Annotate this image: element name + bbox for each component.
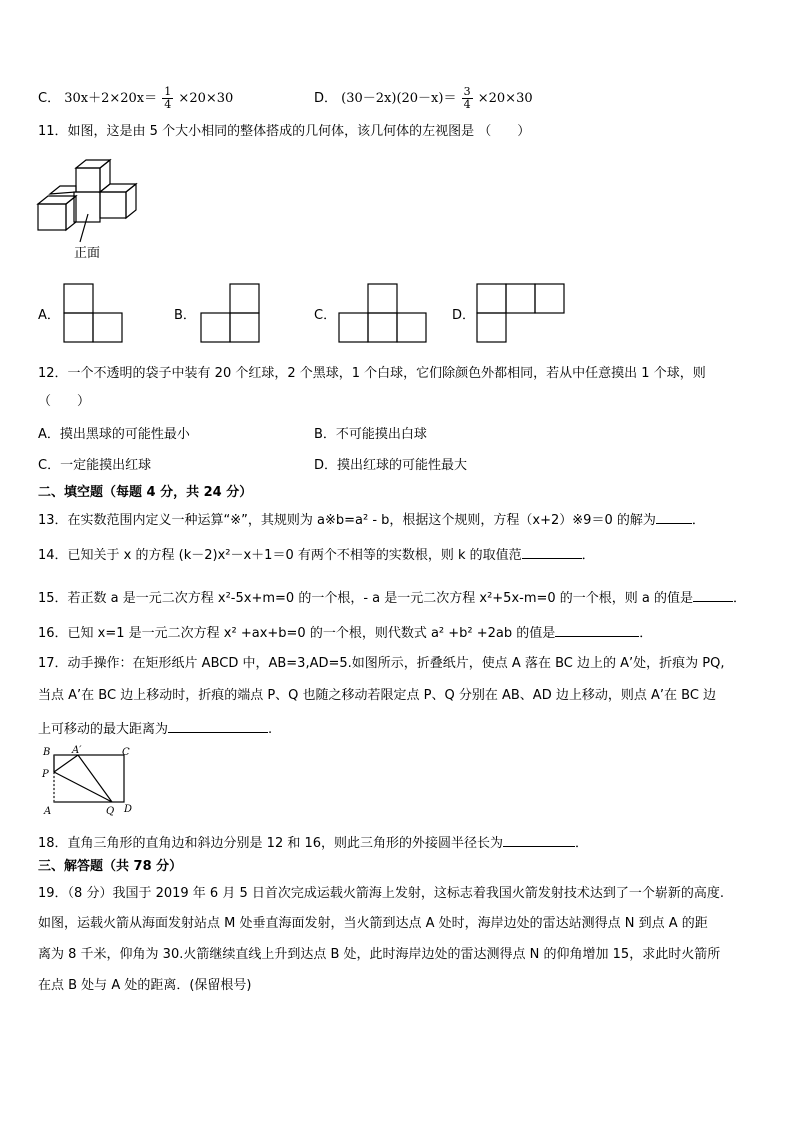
q16-blank bbox=[555, 622, 639, 637]
q15 bbox=[38, 587, 746, 609]
q11-front-label: 正面 bbox=[74, 246, 101, 261]
q10-option-c-fraction: $\frac{1}{4}$ bbox=[164, 85, 172, 111]
q12-option-d: D．摸出红球的可能性最大 bbox=[314, 458, 468, 473]
q17-line3: 上可移动的最大距离为 bbox=[38, 722, 169, 737]
q19-line3: 离为 8 千米，仰角为 30.火箭继续直线上升到达点 B 处，此时海岸边处的雷达测得点 N 的仰角增加 15，求此时火箭所 bbox=[38, 947, 721, 962]
q17-label-p: P bbox=[42, 769, 49, 780]
q17-line2: 当点 A’在 BC 边上移动时，折痕的端点 P、Q 也随之移动若限定点 P、Q 分别在 AB、AD 边上移动，则点 A’在 BC 边 bbox=[38, 688, 717, 703]
q10-option-d-label: D． bbox=[314, 91, 338, 106]
q16 bbox=[38, 622, 652, 644]
q12-option-c: C．一定能摸出红球 bbox=[38, 458, 152, 473]
q19-line1: 19．（8 分）我国于 2019 年 6 月 5 日首次完成运载火箭海上发射，这标志着我国火箭发射技术达到了一个崭新的高度. bbox=[38, 886, 724, 901]
q11-cube-figure bbox=[36, 158, 146, 248]
q10-option-c-label: C． bbox=[38, 91, 61, 106]
q17-label-q: Q bbox=[106, 806, 115, 817]
q17-line1: 17．动手操作：在矩形纸片 ABCD 中，AB=3,AD=5.如图所示，折叠纸片，使点 A 落在 BC 边上的 A’处，折痕为 PQ, bbox=[38, 656, 725, 671]
q10-option-c-right: ×20×30 bbox=[178, 91, 234, 106]
q15-period: ． bbox=[733, 591, 747, 606]
q11-option-a-label: A． bbox=[38, 308, 60, 323]
q19-line4: 在点 B 处与 A 处的距离．(保留根号) bbox=[38, 978, 252, 993]
q11-option-c-figure bbox=[338, 283, 428, 343]
q11-option-d-label: D． bbox=[452, 308, 476, 323]
q17-period: . bbox=[268, 722, 273, 737]
section2-title: 二、填空题（每题 4 分，共 24 分） bbox=[38, 485, 253, 500]
q14 bbox=[38, 544, 595, 566]
q11-option-d-figure bbox=[476, 283, 566, 343]
q13-blank bbox=[656, 509, 692, 524]
q11-stem: 11．如图，这是由 5 个大小相同的整体搭成的几何体，该几何体的左视图是 （ ） bbox=[38, 124, 531, 139]
section3-title: 三、解答题（共 78 分） bbox=[38, 859, 183, 874]
q17-label-c: C bbox=[122, 747, 130, 758]
q11-option-c-label: C． bbox=[314, 308, 337, 323]
q11-option-a-figure bbox=[63, 283, 123, 343]
q13-period: ． bbox=[691, 513, 705, 528]
q17-line3-wrap bbox=[38, 718, 272, 740]
q17-label-d: D bbox=[124, 804, 133, 815]
q18-blank bbox=[503, 832, 575, 847]
q14-text: 14．已知关于 x 的方程 (k－2)x²－x＋1＝0 有两个不相等的实数根，则 k 的取值范 bbox=[38, 548, 522, 563]
q12-stem-line1: 12．一个不透明的袋子中装有 20 个红球，2 个黑球，1 个白球，它们除颜色外都相同，若从中任意摸出 1 个球，则 bbox=[38, 366, 706, 381]
q13 bbox=[38, 509, 705, 531]
q14-blank bbox=[522, 544, 582, 559]
q10-option-d-fraction: $\frac{3}{4}$ bbox=[463, 85, 471, 111]
q10-option-c-left: 30x＋2×20x＝ bbox=[64, 91, 158, 106]
q10-option-c bbox=[38, 86, 233, 111]
q19-line2: 如图，运载火箭从海面发射站点 M 处垂直海面发射，当火箭到达点 A 处时，海岸边处的雷达站测得点 N 到点 A 的距 bbox=[38, 916, 708, 931]
q15-text: 15．若正数 a 是一元二次方程 x²-5x+m=0 的一个根，- a 是一元二次方程 x²+5x-m=0 的一个根，则 a 的值是 bbox=[38, 591, 694, 606]
q12-option-a: A．摸出黑球的可能性最小 bbox=[38, 427, 190, 442]
q16-period: ． bbox=[639, 626, 653, 641]
q17-label-a: A bbox=[44, 806, 52, 817]
q15-blank bbox=[693, 587, 733, 602]
q13-text: 13．在实数范围内定义一种运算“※”，其规则为 a※b=a² - b，根据这个规则，方程（x+2）※9＝0 的解为 bbox=[38, 513, 656, 528]
q10-option-d bbox=[314, 86, 533, 111]
q10-option-d-right: ×20×30 bbox=[477, 91, 533, 106]
q18-text: 18．直角三角形的直角边和斜边分别是 12 和 16，则此三角形的外接圆半径长为 bbox=[38, 836, 504, 851]
q18-period: ． bbox=[575, 836, 589, 851]
q17-label-a-prime: A′ bbox=[72, 745, 82, 756]
q17-blank bbox=[168, 718, 268, 733]
q17-label-b: B bbox=[43, 747, 51, 758]
q11-option-b-figure bbox=[200, 283, 260, 343]
q16-text: 16．已知 x=1 是一元二次方程 x² +ax+b=0 的一个根，则代数式 a² +b² +2ab 的值是 bbox=[38, 626, 556, 641]
q12-option-b: B．不可能摸出白球 bbox=[314, 427, 427, 442]
q10-option-d-left: (30－2x)(20－x)＝ bbox=[341, 91, 457, 106]
q12-stem-line2: （ ） bbox=[38, 394, 91, 409]
q18 bbox=[38, 832, 588, 854]
q14-period: ． bbox=[581, 548, 595, 563]
q11-option-b-label: B． bbox=[174, 308, 196, 323]
